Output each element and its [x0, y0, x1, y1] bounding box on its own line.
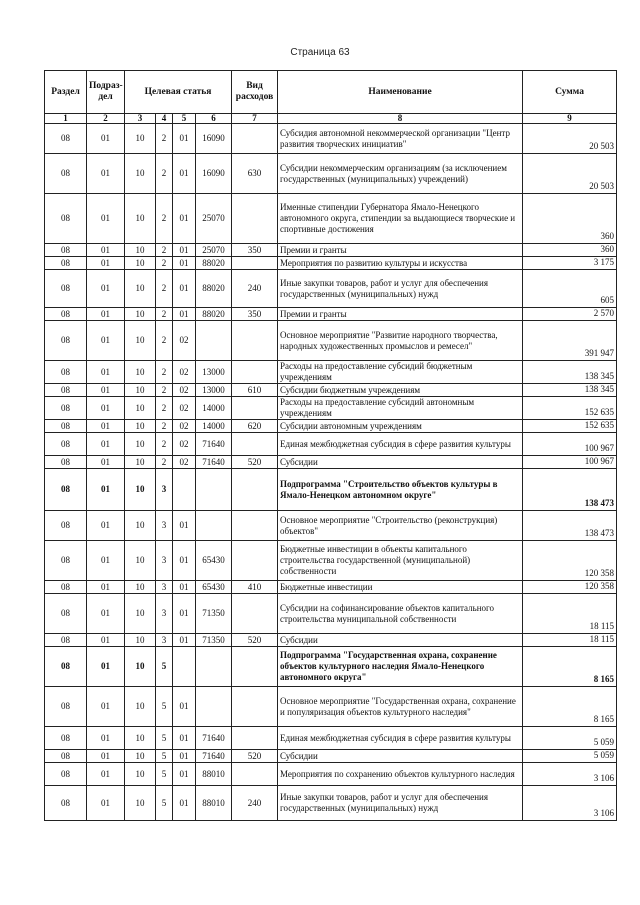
table-row	[45, 308, 617, 321]
table-row	[45, 361, 617, 384]
cell-activity: 01	[173, 786, 196, 821]
cell-podrazdel: 01	[87, 397, 125, 420]
cell-program: 10	[125, 124, 156, 154]
cell-activity: 01	[173, 541, 196, 581]
cell-direction	[196, 511, 232, 541]
cell-vid-raskhodov: 240	[232, 270, 278, 308]
cell-program: 10	[125, 594, 156, 634]
cell-direction: 13000	[196, 384, 232, 397]
cell-activity: 02	[173, 420, 196, 433]
cell-subprogram: 2	[156, 456, 173, 469]
cell-direction: 71640	[196, 750, 232, 763]
cell-direction: 25070	[196, 244, 232, 257]
cell-podrazdel: 01	[87, 308, 125, 321]
col-number: 1	[45, 114, 87, 124]
cell-naimenovanie: Расходы на предоставление субсидий автономным учреждениям	[278, 397, 523, 420]
cell-naimenovanie: Основное мероприятие "Развитие народного творчества, народных художественных промыслов и ремесел"	[278, 321, 523, 361]
cell-podrazdel: 01	[87, 361, 125, 384]
cell-naimenovanie: Мероприятия по сохранению объектов культурного наследия	[278, 763, 523, 786]
cell-summa: 360	[523, 244, 617, 257]
cell-direction: 14000	[196, 420, 232, 433]
cell-vid-raskhodov	[232, 257, 278, 270]
cell-vid-raskhodov: 520	[232, 634, 278, 647]
cell-subprogram: 2	[156, 194, 173, 244]
cell-activity: 01	[173, 750, 196, 763]
col-number: 8	[278, 114, 523, 124]
cell-direction	[196, 321, 232, 361]
table-row	[45, 257, 617, 270]
cell-program: 10	[125, 456, 156, 469]
cell-summa: 3 175	[523, 257, 617, 270]
cell-subprogram: 2	[156, 361, 173, 384]
table-row	[45, 727, 617, 750]
cell-vid-raskhodov: 620	[232, 420, 278, 433]
cell-razdel: 08	[45, 270, 87, 308]
cell-naimenovanie: Субсидии	[278, 634, 523, 647]
cell-program: 10	[125, 384, 156, 397]
cell-subprogram: 3	[156, 594, 173, 634]
cell-activity: 01	[173, 257, 196, 270]
cell-activity: 01	[173, 727, 196, 750]
cell-podrazdel: 01	[87, 763, 125, 786]
cell-subprogram: 2	[156, 397, 173, 420]
table-row	[45, 456, 617, 469]
cell-razdel: 08	[45, 511, 87, 541]
cell-razdel: 08	[45, 727, 87, 750]
cell-summa: 100 967	[523, 433, 617, 456]
cell-summa: 18 115	[523, 634, 617, 647]
table-row	[45, 384, 617, 397]
cell-direction: 65430	[196, 541, 232, 581]
cell-vid-raskhodov	[232, 469, 278, 511]
cell-vid-raskhodov	[232, 647, 278, 687]
cell-activity: 01	[173, 763, 196, 786]
cell-summa: 5 059	[523, 727, 617, 750]
cell-razdel: 08	[45, 244, 87, 257]
cell-activity: 02	[173, 433, 196, 456]
cell-summa: 18 115	[523, 594, 617, 634]
col-number: 5	[173, 114, 196, 124]
cell-razdel: 08	[45, 647, 87, 687]
cell-subprogram: 2	[156, 433, 173, 456]
col-number: 6	[196, 114, 232, 124]
cell-razdel: 08	[45, 581, 87, 594]
cell-naimenovanie: Единая межбюджетная субсидия в сфере развития культуры	[278, 433, 523, 456]
cell-activity: 01	[173, 511, 196, 541]
cell-summa: 8 165	[523, 647, 617, 687]
budget-table	[44, 70, 617, 821]
cell-podrazdel: 01	[87, 384, 125, 397]
cell-naimenovanie: Субсидии на софинансирование объектов капитального строительства муниципальной собственности	[278, 594, 523, 634]
cell-program: 10	[125, 194, 156, 244]
cell-summa: 138 473	[523, 469, 617, 511]
cell-activity: 01	[173, 687, 196, 727]
cell-naimenovanie: Субсидии бюджетным учреждениям	[278, 384, 523, 397]
cell-program: 10	[125, 361, 156, 384]
cell-podrazdel: 01	[87, 244, 125, 257]
cell-summa: 152 635	[523, 420, 617, 433]
cell-activity: 01	[173, 634, 196, 647]
cell-razdel: 08	[45, 541, 87, 581]
table-row	[45, 270, 617, 308]
cell-direction: 71640	[196, 433, 232, 456]
cell-vid-raskhodov	[232, 397, 278, 420]
cell-summa: 3 106	[523, 763, 617, 786]
cell-activity: 02	[173, 321, 196, 361]
cell-razdel: 08	[45, 763, 87, 786]
cell-podrazdel: 01	[87, 257, 125, 270]
cell-vid-raskhodov	[232, 763, 278, 786]
cell-subprogram: 5	[156, 750, 173, 763]
col-number: 3	[125, 114, 156, 124]
cell-naimenovanie: Мероприятия по развитию культуры и искусства	[278, 257, 523, 270]
cell-program: 10	[125, 511, 156, 541]
cell-direction: 14000	[196, 397, 232, 420]
cell-podrazdel: 01	[87, 420, 125, 433]
cell-naimenovanie: Основное мероприятие "Строительство (реконструкция) объектов"	[278, 511, 523, 541]
cell-podrazdel: 01	[87, 194, 125, 244]
cell-summa: 8 165	[523, 687, 617, 727]
col-number: 9	[523, 114, 617, 124]
cell-razdel: 08	[45, 361, 87, 384]
cell-podrazdel: 01	[87, 727, 125, 750]
cell-subprogram: 2	[156, 321, 173, 361]
cell-program: 10	[125, 763, 156, 786]
cell-podrazdel: 01	[87, 270, 125, 308]
cell-vid-raskhodov: 630	[232, 154, 278, 194]
cell-razdel: 08	[45, 750, 87, 763]
cell-program: 10	[125, 270, 156, 308]
cell-razdel: 08	[45, 786, 87, 821]
cell-activity: 01	[173, 154, 196, 194]
table-row	[45, 244, 617, 257]
cell-podrazdel: 01	[87, 511, 125, 541]
cell-naimenovanie: Субсидии некоммерческим организациям (за исключением государственных (муниципальных) учреждений)	[278, 154, 523, 194]
col-number: 4	[156, 114, 173, 124]
cell-razdel: 08	[45, 634, 87, 647]
cell-razdel: 08	[45, 257, 87, 270]
table-row	[45, 397, 617, 420]
cell-summa: 360	[523, 194, 617, 244]
cell-podrazdel: 01	[87, 581, 125, 594]
cell-subprogram: 5	[156, 727, 173, 750]
table-row	[45, 594, 617, 634]
cell-subprogram: 3	[156, 634, 173, 647]
cell-program: 10	[125, 420, 156, 433]
cell-activity: 01	[173, 581, 196, 594]
cell-naimenovanie: Именные стипендии Губернатора Ямало-Ненецкого автономного округа, стипендии за выдающиеся творческие и спортивные достижения	[278, 194, 523, 244]
cell-naimenovanie: Субсидии автономным учреждениям	[278, 420, 523, 433]
cell-summa: 391 947	[523, 321, 617, 361]
cell-program: 10	[125, 469, 156, 511]
cell-naimenovanie: Подпрограмма "Строительство объектов культуры в Ямало-Ненецком автономном округе"	[278, 469, 523, 511]
cell-program: 10	[125, 750, 156, 763]
cell-razdel: 08	[45, 397, 87, 420]
cell-razdel: 08	[45, 384, 87, 397]
header-naimenovanie: Наименование	[278, 71, 523, 114]
header-tselevaya-statya: Целевая статья	[125, 71, 232, 114]
cell-podrazdel: 01	[87, 124, 125, 154]
cell-razdel: 08	[45, 433, 87, 456]
cell-program: 10	[125, 786, 156, 821]
cell-activity: 02	[173, 361, 196, 384]
table-row	[45, 420, 617, 433]
table-row	[45, 634, 617, 647]
header-row	[45, 71, 617, 114]
cell-summa: 120 358	[523, 581, 617, 594]
cell-program: 10	[125, 154, 156, 194]
cell-summa: 152 635	[523, 397, 617, 420]
cell-naimenovanie: Бюджетные инвестиции в объекты капитального строительства государственной (муниципальной) собственности	[278, 541, 523, 581]
cell-direction: 65430	[196, 581, 232, 594]
table-row	[45, 511, 617, 541]
cell-naimenovanie: Субсидия автономной некоммерческой организации "Центр развития творческих инициатив"	[278, 124, 523, 154]
cell-podrazdel: 01	[87, 433, 125, 456]
cell-activity: 01	[173, 124, 196, 154]
cell-direction: 88010	[196, 763, 232, 786]
column-number-row	[45, 114, 617, 124]
cell-podrazdel: 01	[87, 456, 125, 469]
cell-summa: 5 059	[523, 750, 617, 763]
cell-summa: 100 967	[523, 456, 617, 469]
cell-summa: 120 358	[523, 541, 617, 581]
cell-razdel: 08	[45, 687, 87, 727]
col-number: 7	[232, 114, 278, 124]
header-summa: Сумма	[523, 71, 617, 114]
table-row	[45, 541, 617, 581]
header-razdel: Раздел	[45, 71, 87, 114]
cell-podrazdel: 01	[87, 541, 125, 581]
cell-activity: 01	[173, 270, 196, 308]
cell-razdel: 08	[45, 469, 87, 511]
cell-razdel: 08	[45, 321, 87, 361]
table-row	[45, 321, 617, 361]
cell-subprogram: 2	[156, 384, 173, 397]
cell-subprogram: 2	[156, 270, 173, 308]
cell-direction: 71350	[196, 594, 232, 634]
cell-naimenovanie: Премии и гранты	[278, 308, 523, 321]
cell-activity: 02	[173, 384, 196, 397]
cell-naimenovanie: Основное мероприятие "Государственная охрана, сохранение и популяризация объектов культурного наследия"	[278, 687, 523, 727]
cell-summa: 20 503	[523, 154, 617, 194]
cell-vid-raskhodov	[232, 321, 278, 361]
cell-subprogram: 2	[156, 124, 173, 154]
table-row	[45, 194, 617, 244]
cell-activity: 01	[173, 308, 196, 321]
cell-summa: 138 345	[523, 384, 617, 397]
header-podrazdel: Подраз- дел	[87, 71, 125, 114]
cell-direction: 71640	[196, 456, 232, 469]
cell-subprogram: 2	[156, 154, 173, 194]
cell-program: 10	[125, 687, 156, 727]
cell-direction	[196, 647, 232, 687]
cell-summa: 20 503	[523, 124, 617, 154]
table-row	[45, 154, 617, 194]
table-row	[45, 581, 617, 594]
cell-direction: 88010	[196, 786, 232, 821]
cell-program: 10	[125, 308, 156, 321]
cell-direction: 88020	[196, 270, 232, 308]
cell-razdel: 08	[45, 456, 87, 469]
cell-subprogram: 5	[156, 647, 173, 687]
cell-subprogram: 5	[156, 687, 173, 727]
table-row	[45, 786, 617, 821]
cell-activity: 01	[173, 244, 196, 257]
cell-naimenovanie: Расходы на предоставление субсидий бюджетным учреждениям	[278, 361, 523, 384]
cell-razdel: 08	[45, 420, 87, 433]
cell-vid-raskhodov: 350	[232, 244, 278, 257]
cell-subprogram: 3	[156, 581, 173, 594]
cell-vid-raskhodov	[232, 361, 278, 384]
cell-vid-raskhodov	[232, 541, 278, 581]
cell-naimenovanie: Бюджетные инвестиции	[278, 581, 523, 594]
cell-program: 10	[125, 244, 156, 257]
cell-vid-raskhodov	[232, 727, 278, 750]
cell-direction	[196, 687, 232, 727]
cell-activity: 01	[173, 194, 196, 244]
cell-program: 10	[125, 647, 156, 687]
cell-direction: 88020	[196, 308, 232, 321]
cell-vid-raskhodov: 610	[232, 384, 278, 397]
cell-summa: 138 345	[523, 361, 617, 384]
table-row	[45, 647, 617, 687]
cell-razdel: 08	[45, 154, 87, 194]
cell-subprogram: 2	[156, 308, 173, 321]
cell-direction: 71640	[196, 727, 232, 750]
cell-activity: 02	[173, 456, 196, 469]
cell-direction: 88020	[196, 257, 232, 270]
cell-direction: 25070	[196, 194, 232, 244]
cell-program: 10	[125, 397, 156, 420]
table-row	[45, 469, 617, 511]
cell-podrazdel: 01	[87, 687, 125, 727]
cell-vid-raskhodov	[232, 594, 278, 634]
cell-activity: 01	[173, 594, 196, 634]
cell-activity: 02	[173, 397, 196, 420]
cell-direction	[196, 469, 232, 511]
table-row	[45, 687, 617, 727]
cell-program: 10	[125, 541, 156, 581]
cell-vid-raskhodov: 350	[232, 308, 278, 321]
cell-summa: 138 473	[523, 511, 617, 541]
table-row	[45, 433, 617, 456]
cell-program: 10	[125, 581, 156, 594]
cell-naimenovanie: Иные закупки товаров, работ и услуг для обеспечения государственных (муниципальных) нужд	[278, 786, 523, 821]
table-row	[45, 124, 617, 154]
cell-naimenovanie: Субсидии	[278, 456, 523, 469]
cell-subprogram: 3	[156, 511, 173, 541]
cell-razdel: 08	[45, 594, 87, 634]
cell-vid-raskhodov	[232, 124, 278, 154]
cell-podrazdel: 01	[87, 154, 125, 194]
cell-vid-raskhodov: 240	[232, 786, 278, 821]
cell-podrazdel: 01	[87, 634, 125, 647]
cell-vid-raskhodov	[232, 194, 278, 244]
cell-naimenovanie: Иные закупки товаров, работ и услуг для обеспечения государственных (муниципальных) нужд	[278, 270, 523, 308]
table-row	[45, 763, 617, 786]
cell-razdel: 08	[45, 194, 87, 244]
cell-activity	[173, 647, 196, 687]
cell-subprogram: 5	[156, 763, 173, 786]
cell-vid-raskhodov: 520	[232, 750, 278, 763]
cell-subprogram: 3	[156, 469, 173, 511]
cell-summa: 605	[523, 270, 617, 308]
header-vid-raskhodov: Вид расходов	[232, 71, 278, 114]
cell-naimenovanie: Премии и гранты	[278, 244, 523, 257]
cell-subprogram: 2	[156, 420, 173, 433]
cell-naimenovanie: Субсидии	[278, 750, 523, 763]
cell-program: 10	[125, 321, 156, 361]
cell-podrazdel: 01	[87, 750, 125, 763]
cell-subprogram: 3	[156, 541, 173, 581]
cell-naimenovanie: Подпрограмма "Государственная охрана, сохранение объектов культурного наследия Ямало-Ненецкого автономного округа"	[278, 647, 523, 687]
cell-vid-raskhodov	[232, 687, 278, 727]
cell-podrazdel: 01	[87, 786, 125, 821]
cell-vid-raskhodov: 410	[232, 581, 278, 594]
page-label: Страница 63	[290, 47, 350, 58]
cell-direction: 16090	[196, 154, 232, 194]
cell-summa: 3 106	[523, 786, 617, 821]
cell-direction: 13000	[196, 361, 232, 384]
cell-razdel: 08	[45, 124, 87, 154]
cell-program: 10	[125, 257, 156, 270]
cell-activity	[173, 469, 196, 511]
cell-program: 10	[125, 433, 156, 456]
cell-direction: 71350	[196, 634, 232, 647]
cell-program: 10	[125, 727, 156, 750]
cell-vid-raskhodov	[232, 433, 278, 456]
cell-razdel: 08	[45, 308, 87, 321]
cell-direction: 16090	[196, 124, 232, 154]
cell-podrazdel: 01	[87, 321, 125, 361]
cell-naimenovanie: Единая межбюджетная субсидия в сфере развития культуры	[278, 727, 523, 750]
cell-subprogram: 2	[156, 257, 173, 270]
cell-vid-raskhodov	[232, 511, 278, 541]
col-number: 2	[87, 114, 125, 124]
cell-vid-raskhodov: 520	[232, 456, 278, 469]
table-row	[45, 750, 617, 763]
cell-subprogram: 5	[156, 786, 173, 821]
cell-program: 10	[125, 634, 156, 647]
cell-subprogram: 2	[156, 244, 173, 257]
cell-podrazdel: 01	[87, 647, 125, 687]
cell-summa: 2 570	[523, 308, 617, 321]
cell-podrazdel: 01	[87, 469, 125, 511]
cell-podrazdel: 01	[87, 594, 125, 634]
